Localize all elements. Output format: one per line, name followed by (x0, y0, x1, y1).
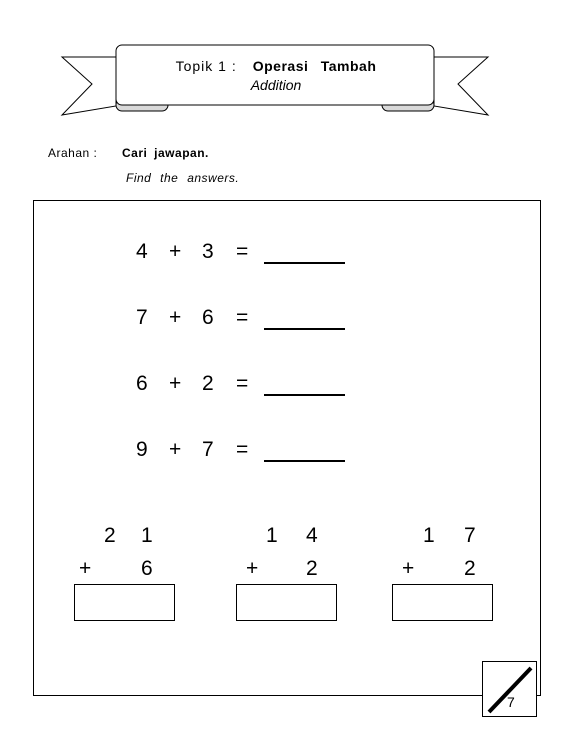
instruction-text-english: Find the answers. (126, 171, 240, 185)
banner-title-line (118, 58, 434, 74)
top-tens-digit: 1 (423, 524, 435, 547)
answer-blank[interactable] (264, 460, 345, 462)
top-ones-digit: 7 (464, 524, 476, 547)
answer-blank[interactable] (264, 394, 345, 396)
equals-sign: = (236, 372, 249, 395)
plus-sign: + (169, 306, 182, 329)
answer-box[interactable] (74, 584, 175, 621)
plus-sign: + (169, 438, 182, 461)
addend-b: 3 (202, 240, 214, 263)
addend-a: 9 (136, 438, 148, 461)
addend-a: 7 (136, 306, 148, 329)
answer-box[interactable] (392, 584, 493, 621)
topic-title: Operasi Tambah (252, 58, 377, 74)
answer-box[interactable] (236, 584, 337, 621)
topic-subtitle: Addition (250, 77, 302, 93)
plus-sign: + (79, 557, 92, 580)
addend-b: 7 (202, 438, 214, 461)
plus-sign: + (402, 557, 415, 580)
topic-label: Topik 1 : (175, 58, 237, 74)
top-tens-digit: 1 (266, 524, 278, 547)
equals-sign: = (236, 240, 249, 263)
addend-a: 6 (136, 372, 148, 395)
bottom-digit: 2 (306, 557, 318, 580)
top-ones-digit: 1 (141, 524, 153, 547)
equals-sign: = (236, 438, 249, 461)
answer-blank[interactable] (264, 328, 345, 330)
score-box[interactable] (482, 661, 537, 717)
addend-b: 2 (202, 372, 214, 395)
plus-sign: + (246, 557, 259, 580)
plus-sign: + (169, 372, 182, 395)
addend-a: 4 (136, 240, 148, 263)
bottom-digit: 6 (141, 557, 153, 580)
answer-blank[interactable] (264, 262, 345, 264)
instruction-label: Arahan : (48, 146, 98, 160)
top-tens-digit: 2 (104, 524, 116, 547)
top-ones-digit: 4 (306, 524, 318, 547)
addend-b: 6 (202, 306, 214, 329)
worksheet-frame (33, 200, 541, 696)
plus-sign: + (169, 240, 182, 263)
instruction-text: Cari jawapan. (122, 146, 209, 160)
score-total: 7 (507, 694, 515, 710)
equals-sign: = (236, 306, 249, 329)
bottom-digit: 2 (464, 557, 476, 580)
